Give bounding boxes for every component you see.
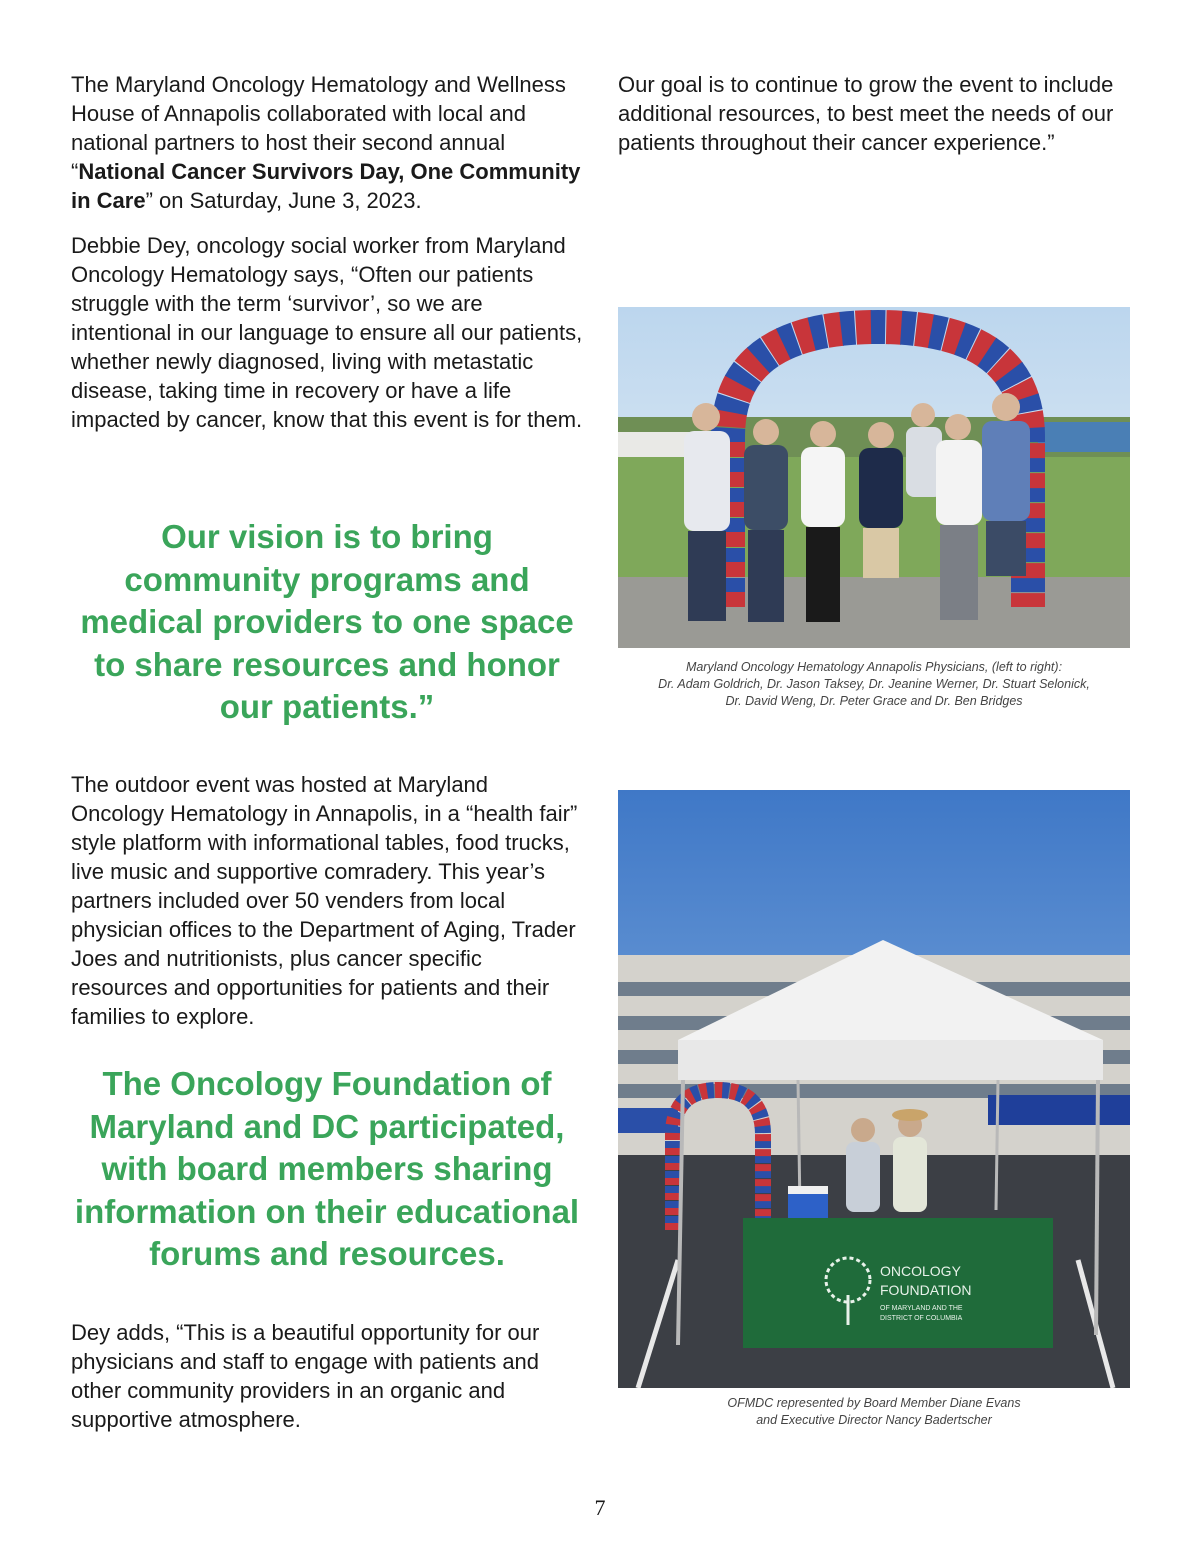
foundation-photo-caption [618, 1395, 1130, 1429]
closing-quote [71, 1318, 583, 1450]
left-column [71, 70, 583, 450]
event-description-paragraph: The outdoor event was hosted at Maryland Oncology Hematology in Annapolis, in a “health fair” style platform with informational tables, food trucks, live music and supportive comradery. This year’s partners included over 50 venders from local physician offices to the Department of Aging, Trader Joes and nutritionists, plus cancer specific resources and opportunities for patients and their families to explore. [71, 772, 578, 1029]
caption-line: OFMDC represented by Board Member Diane Evans [727, 1396, 1021, 1410]
goal-paragraph: Our goal is to continue to grow the event to include additional resources, to best meet the needs of our patients throughout their cancer experience.” [618, 72, 1114, 155]
tablecloth-text-2: FOUNDATION [880, 1282, 972, 1298]
physicians-photo-caption [618, 659, 1130, 710]
caption-line: and Executive Director Nancy Badertscher [756, 1413, 992, 1427]
caption-line: Dr. Adam Goldrich, Dr. Jason Taksey, Dr. Jeanine Werner, Dr. Stuart Selonick, [658, 677, 1090, 691]
tablecloth-text-4: DISTRICT OF COLUMBIA [880, 1315, 963, 1322]
pull-quote-vision: Our vision is to bring community programs and medical providers to one space to share resources and honor our patients.” [80, 518, 574, 725]
closing-quote-paragraph: Dey adds, “This is a beautiful opportunity for our physicians and staff to engage with patients and other community providers in an organic and supportive atmosphere. [71, 1320, 540, 1432]
caption-line: Dr. David Weng, Dr. Peter Grace and Dr. Ben Bridges [725, 694, 1023, 708]
foundation-table-photo [618, 790, 1130, 1388]
caption-line: Maryland Oncology Hematology Annapolis Physicians, (left to right): [685, 660, 1063, 674]
tablecloth-text-1: ONCOLOGY [880, 1263, 961, 1279]
dey-quote-paragraph: Debbie Dey, oncology social worker from Maryland Oncology Hematology says, “Often our patients struggle with the term ‘survivor’, so we are intentional in our language to ensure all our patients, whether newly diagnosed, living with metastatic disease, taking time in recovery or have a life impacted by cancer, know that this event is for them. [71, 233, 583, 432]
physicians-photo [618, 307, 1130, 648]
right-column [618, 70, 1130, 173]
event-name: National Cancer Survivors Day, One Community in Care [71, 159, 581, 213]
intro-paragraph: The Maryland Oncology Hematology and Wellness House of Annapolis collaborated with local and national partners to host their second annual “National Cancer Survivors Day, One Community in Care” on Saturday, June 3, 2023. [71, 72, 581, 213]
tablecloth-text-3: OF MARYLAND AND THE [880, 1305, 963, 1312]
pull-quote-foundation: The Oncology Foundation of Maryland and DC participated, with board members sharing information on their educational forums and resources. [74, 1065, 580, 1272]
event-description [71, 770, 583, 1047]
page-number: 7 [594, 1495, 606, 1520]
